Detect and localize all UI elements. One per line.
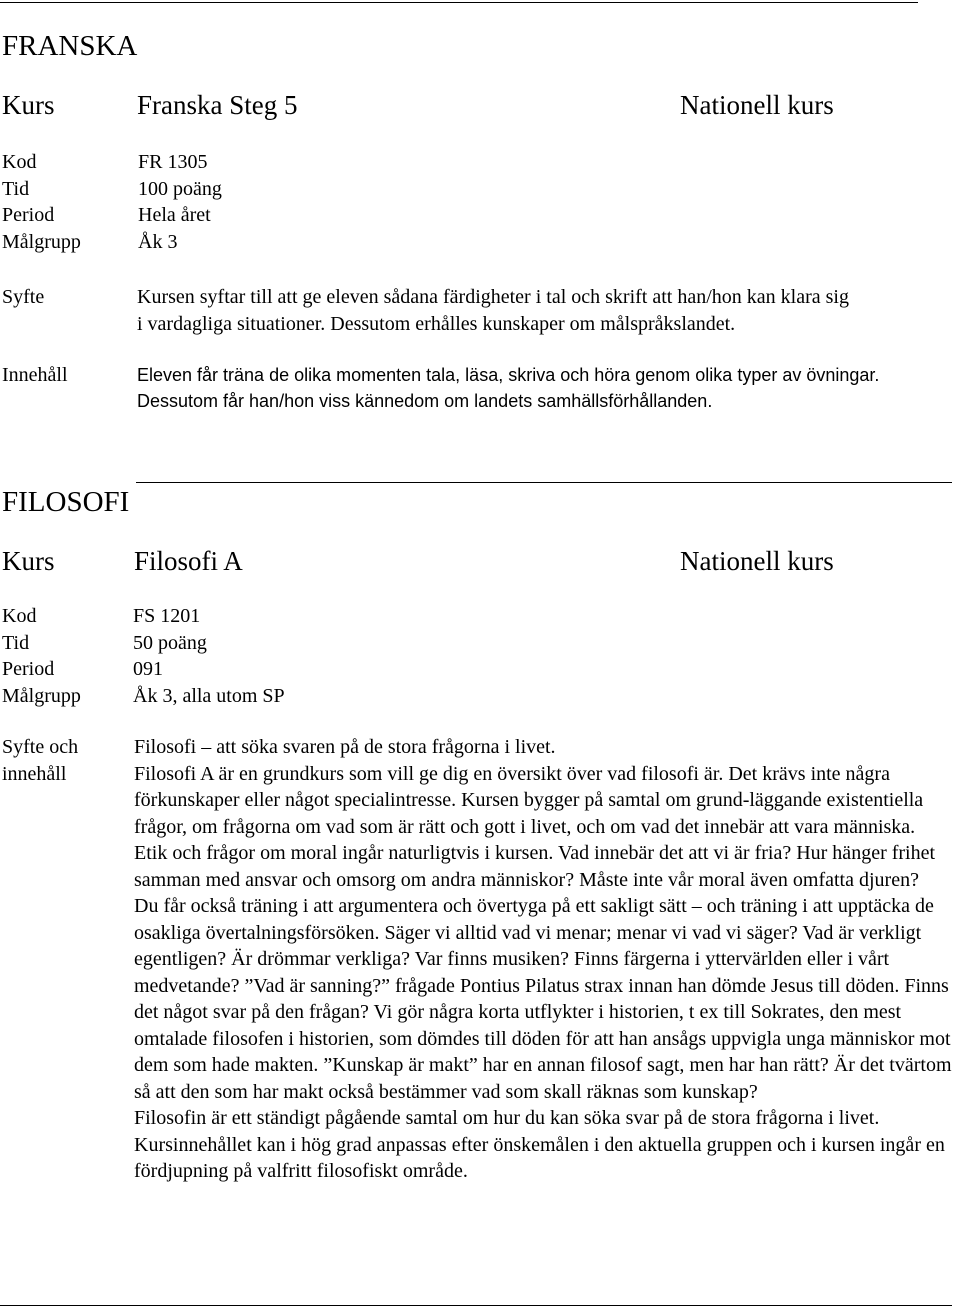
meta-value-malgrupp: Åk 3, alla utom SP xyxy=(133,684,285,707)
innehall-line: Dessutom får han/hon viss kännedom om landets samhällsförhållanden. xyxy=(137,391,713,411)
paragraph: Filosofi – att söka svaren på de stora frågorna i livet. xyxy=(134,736,556,758)
kurs-type: Nationell kurs xyxy=(680,546,834,576)
bottom-divider xyxy=(0,1305,952,1306)
kurs-label: Kurs xyxy=(2,90,55,120)
meta-value-period: 091 xyxy=(133,658,163,680)
paragraph: Etik och frågor om moral ingår naturligtvis i kursen. Vad innebär det att vi är fria? Hur hänger frihet samman med ansvar och omsorg om andra människor? Måste inte vår moral även omfatta djuren? xyxy=(134,842,936,891)
kurs-type: Nationell kurs xyxy=(680,90,834,120)
syfte-innehall-text xyxy=(134,734,958,1185)
kurs-name: Franska Steg 5 xyxy=(137,90,298,120)
syfte-line: Kursen syftar till att ge eleven sådana färdigheter i tal och skrift att han/hon kan klara sig xyxy=(137,286,849,308)
course-meta xyxy=(2,603,402,713)
top-divider xyxy=(0,2,918,3)
meta-label-malgrupp: Målgrupp xyxy=(2,684,81,707)
syfte-innehall-label xyxy=(2,734,78,787)
paragraph: Kursinnehållet kan i hög grad anpassas efter önskemålen i den aktuella gruppen och i kursen ingår en fördjupning på valfritt filosofiskt område. xyxy=(134,1133,945,1182)
course-meta xyxy=(2,149,402,259)
meta-value-tid: 50 poäng xyxy=(133,631,207,654)
meta-label-period: Period xyxy=(2,658,55,680)
innehall-line: Eleven får träna de olika momenten tala, läsa, skriva och höra genom olika typer av övningar. xyxy=(137,365,880,385)
meta-label-kod: Kod xyxy=(2,151,37,173)
meta-label-malgrupp: Målgrupp xyxy=(2,230,81,253)
innehall-label: Innehåll xyxy=(2,364,68,386)
paragraph: Du får också träning i att argumentera och övertyga på ett sakligt sätt – och träning i att upptäcka de osakliga övertalningsförsöken. Säger vi alltid vad vi menar; menar vi vad vi säger? Vad är verkligt egentligen? Är drömmar verkliga? Var finns musiken? Finns färgerna i yttervärlden eller i vårt medvetande? ”Vad är sanning?” frågade Pontius Pilatus strax innan han dömde Jesus till döden. Finns det något svar på den frågan? Vi gör några korta utflykter i historien, t ex till Sokrates, den mest omtalade filosofen i historien, som dömdes till döden för att han ansågs uppvigla unga människor mot dem som hade makten. ”Kunskap är makt” har en annan filosof sagt, men har han rätt? Är det tvärtom så att den som har makt också bestämmer vad som skall räknas som kunskap? xyxy=(134,895,952,1103)
kurs-name: Filosofi A xyxy=(134,546,243,576)
syfte-line: i vardagliga situationer. Dessutom erhålles kunskaper om målspråkslandet. xyxy=(137,312,736,335)
meta-label-tid: Tid xyxy=(2,631,30,654)
meta-label-period: Period xyxy=(2,204,55,226)
meta-value-kod: FS 1201 xyxy=(133,605,201,627)
meta-label-kod: Kod xyxy=(2,605,37,627)
syfte-label-line: Syfte och xyxy=(2,736,79,758)
meta-value-kod: FR 1305 xyxy=(138,151,208,173)
meta-label-tid: Tid xyxy=(2,177,30,200)
meta-value-period: Hela året xyxy=(138,204,211,226)
kurs-label: Kurs xyxy=(2,546,55,576)
section-divider xyxy=(136,482,952,483)
paragraph: Filosofi A är en grundkurs som vill ge dig en översikt över vad filosofi är. Det krävs inte några förkunskaper eller något specialintresse. Kursen bygger på samtal om grund-läggande existentiella frågor, om frågorna om vad som är rätt och gott i livet, och om vad det innebär att vara människa. xyxy=(134,762,924,838)
meta-value-malgrupp: Åk 3 xyxy=(138,230,178,253)
syfte-label-line: innehåll xyxy=(2,762,67,785)
paragraph: Filosofin är ett ständigt pågående samtal om hur du kan söka svar på de stora frågorna i livet. xyxy=(134,1107,880,1129)
section-title-filosofi: FILOSOFI xyxy=(2,486,130,518)
syfte-label: Syfte xyxy=(2,286,45,308)
section-title-franska: FRANSKA xyxy=(2,30,138,62)
meta-value-tid: 100 poäng xyxy=(138,177,222,200)
